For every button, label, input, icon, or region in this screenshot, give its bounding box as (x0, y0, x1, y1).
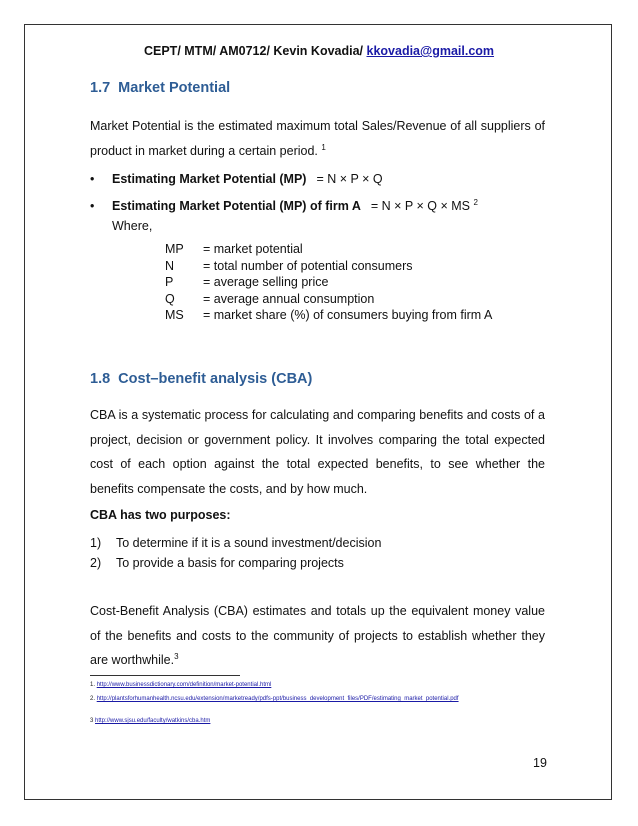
footnote-link[interactable]: http://www.sjsu.edu/faculty/watkins/cba.htm (95, 718, 211, 724)
definition-symbol: MP (165, 242, 184, 256)
bullet-mp-firm-formula (90, 199, 478, 213)
definition-symbol: MS (165, 308, 184, 322)
section-heading-cba (90, 371, 312, 387)
header-email-link[interactable]: kkovadia@gmail.com (366, 44, 495, 58)
item-text: To determine if it is a sound investment/decision (116, 536, 382, 550)
purpose-item-1 (90, 536, 381, 550)
footnote-2 (90, 696, 459, 702)
where-label: Where, (112, 219, 153, 233)
cba-purposes-heading: CBA has two purposes: (90, 508, 231, 522)
item-number: 2) (90, 556, 102, 570)
definition-row (165, 291, 492, 308)
footnote-separator: . (93, 682, 97, 688)
page-number: 19 (533, 756, 547, 770)
footnote-ref-1[interactable]: 1 (321, 142, 326, 152)
definition-text: = average annual consumption (203, 291, 375, 306)
footnote-link[interactable]: http://plantsforhumanhealth.ncsu.edu/extension/marketready/pdfs-ppt/business_development_files/PDF/estimating_market_potential.pdf (96, 696, 459, 702)
definition-symbol: Q (165, 291, 175, 306)
footnote-number: 2 (90, 696, 94, 702)
bullet-mp-formula (90, 172, 383, 186)
section-heading-market-potential (90, 80, 230, 96)
footnote-ref-2[interactable]: 2 (473, 197, 478, 207)
section-number: 1.8 (90, 371, 111, 387)
header-text: CEPT/ MTM/ AM0712/ Kevin Kovadia/ (143, 44, 367, 58)
cba-definition-paragraph: CBA is a systematic process for calculating and comparing benefits and costs of a project, decision or government policy. It involves comparing the total expected cost of each option against the total expected benefits, to see whether the benefits compensate the costs, and by how much. (90, 408, 545, 496)
bullet-formula: = N × P × Q (316, 172, 383, 186)
item-number: 1) (90, 536, 102, 550)
definition-row (165, 307, 492, 324)
bullet-dot: • (90, 199, 95, 213)
footnote-number: 3 (90, 718, 94, 724)
definition-text: = total number of potential consumers (203, 258, 413, 273)
footnote-ref-3[interactable]: 3 (174, 651, 179, 661)
footnote-3 (90, 718, 210, 724)
definition-list (165, 241, 492, 324)
definition-text: = average selling price (203, 275, 329, 289)
definition-row (165, 241, 492, 258)
bullet-label: Estimating Market Potential (MP) of firm A (112, 199, 361, 213)
page-header (0, 44, 638, 58)
cba-estimation-paragraph (90, 599, 545, 673)
bullet-label: Estimating Market Potential (MP) (112, 172, 307, 186)
section-title: Market Potential (118, 80, 231, 96)
definition-symbol: N (165, 258, 175, 273)
footnote-separator: . (93, 696, 97, 702)
definition-row (165, 274, 492, 291)
footnote-number: 1 (90, 682, 94, 688)
definition-text: = market potential (203, 242, 303, 256)
paragraph-text: Cost-Benefit Analysis (CBA) estimates and totals up the equivalent money value of the benefits and costs to the community of projects to establish whether they are worthwhile. (90, 604, 545, 667)
market-potential-paragraph (90, 114, 545, 163)
footnote-divider (90, 675, 240, 676)
footnote-1 (90, 682, 271, 688)
bullet-formula: = N × P × Q × MS (370, 199, 470, 213)
definition-row (165, 258, 492, 275)
paragraph-text: Market Potential is the estimated maximum total Sales/Revenue of all suppliers of product in market during a certain period. (90, 119, 545, 158)
item-text: To provide a basis for comparing projects (116, 556, 344, 570)
purpose-item-2 (90, 556, 344, 570)
footnote-link[interactable]: http://www.businessdictionary.com/definition/market-potential.html (96, 682, 272, 688)
section-number: 1.7 (90, 80, 111, 96)
section-title: Cost–benefit analysis (CBA) (118, 371, 313, 387)
definition-symbol: P (165, 275, 174, 289)
bullet-dot: • (90, 172, 95, 186)
definition-text: = market share (%) of consumers buying from firm A (203, 308, 493, 322)
